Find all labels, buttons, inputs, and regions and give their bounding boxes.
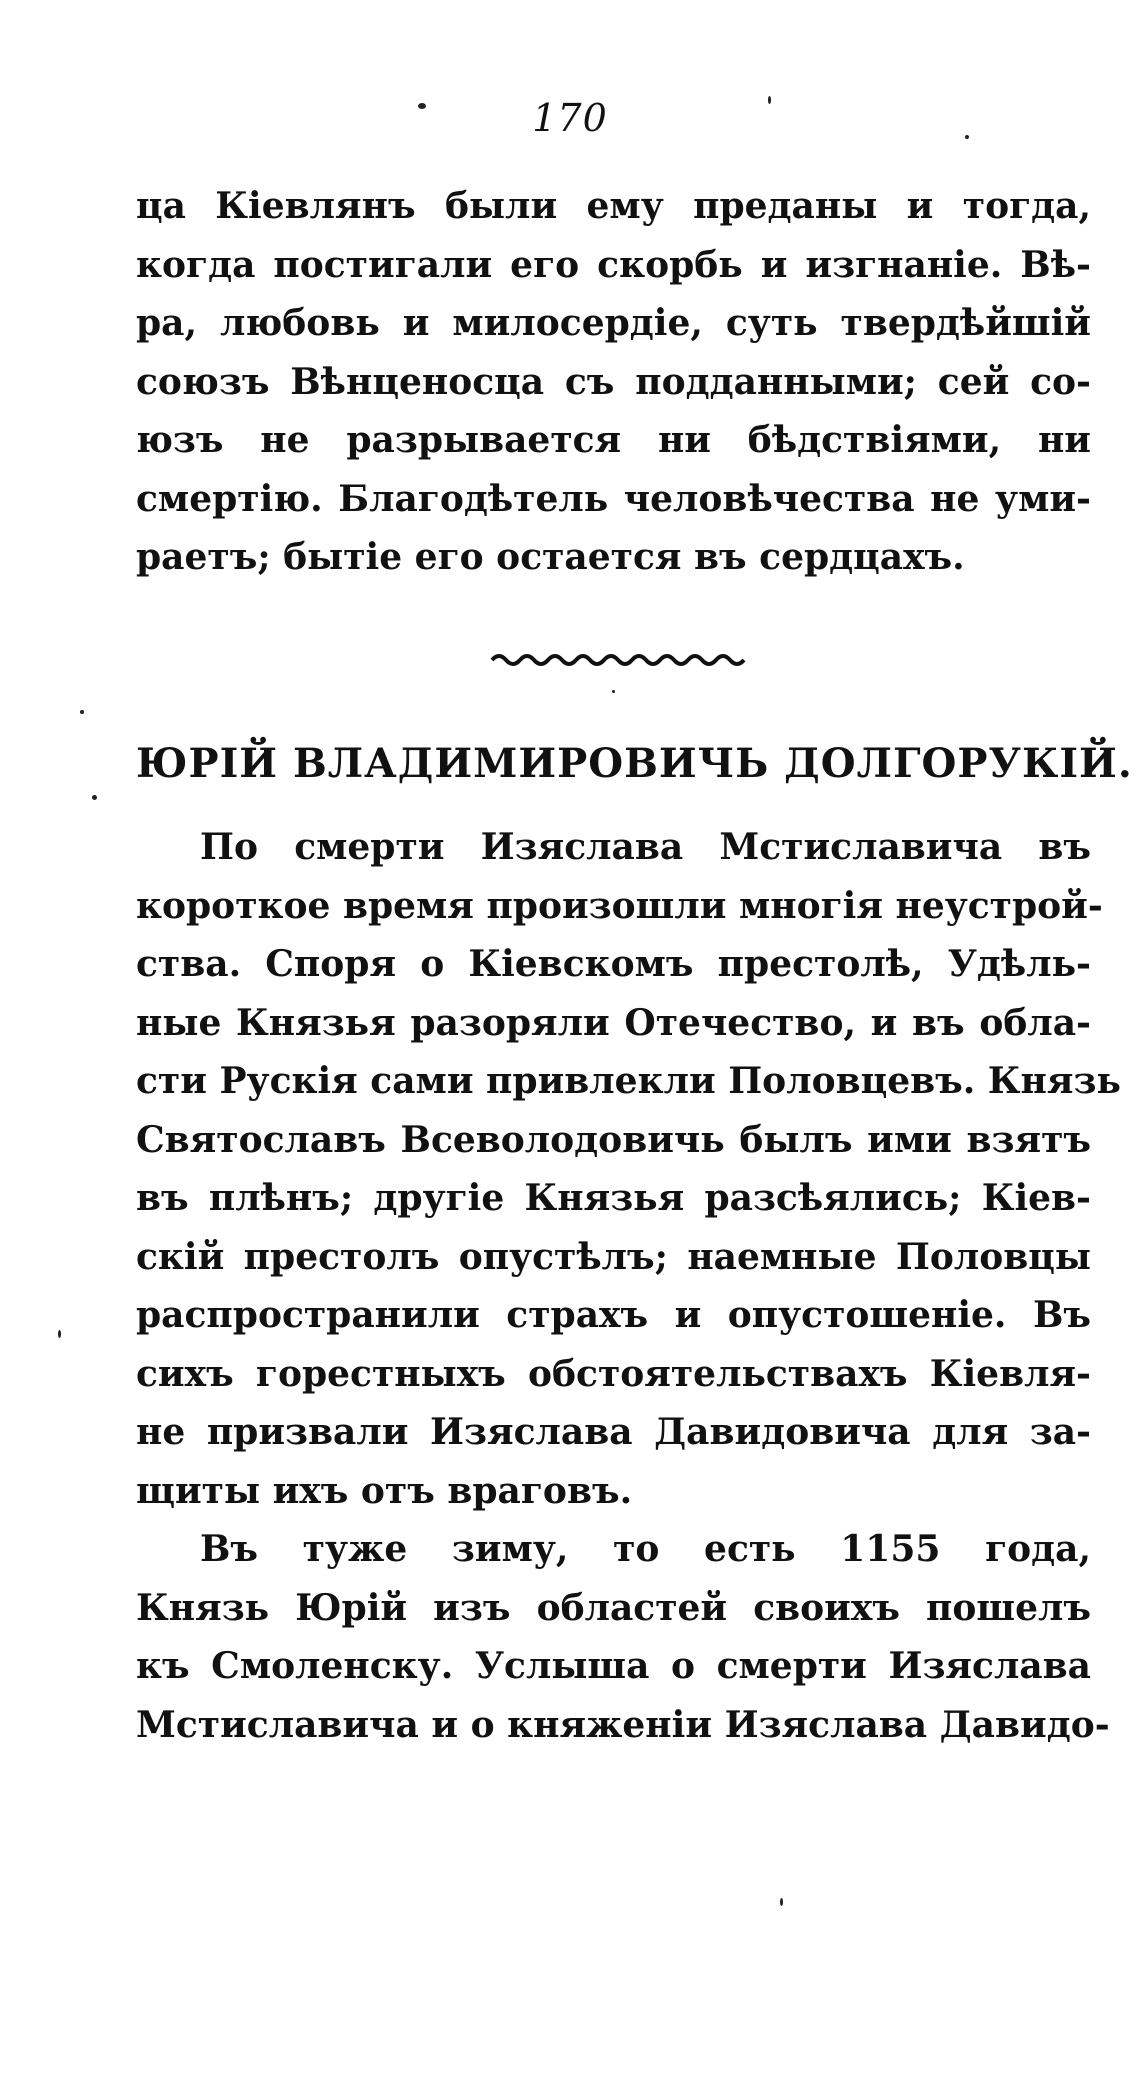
ink-speck (780, 1898, 783, 1906)
ink-speck (418, 103, 426, 109)
chapter-heading: ЮРІЙ ВЛАДИМИРОВИЧЬ ДОЛГОРУКІЙ. (136, 740, 1133, 787)
ink-speck (965, 135, 969, 139)
text-line: Князь Юрій изъ областей своихъ пошелъ (136, 1586, 1091, 1629)
text-line: короткое время произошли многія неустрой- (136, 884, 1103, 927)
paragraph-one (136, 177, 1091, 587)
text-line: ра, любовь и милосердіе, суть твердѣйшій (136, 302, 1091, 344)
ink-speck (612, 690, 615, 693)
text-line: Святославъ Всеволодовичь былъ ими взятъ (136, 1118, 1091, 1161)
text-line: юзъ не разрывается ни бѣдствіями, ни (136, 419, 1091, 461)
ink-speck (80, 710, 84, 714)
ink-speck (58, 1330, 61, 1338)
page-number: 170 (532, 96, 608, 140)
text-line: смертію. Благодѣтель человѣчества не уми- (136, 477, 1091, 520)
text-line: Мстиславича и о княженіи Изяслава Давидо- (136, 1703, 1110, 1746)
ink-speck (768, 96, 771, 104)
text-line: Въ туже зиму, то есть 1155 года, (200, 1528, 1091, 1570)
text-line: скій престолъ опустѣлъ; наемные Половцы (136, 1235, 1091, 1278)
text-line: ные Князья разоряли Отечество, и въ обла- (136, 1001, 1091, 1044)
text-line: ства. Споря о Кіевскомъ престолѣ, Удѣль- (136, 943, 1091, 985)
text-line: щиты ихъ отъ враговъ. (136, 1469, 633, 1512)
text-line: распространили страхъ и опустошеніе. Въ (136, 1294, 1091, 1336)
text-line: сти Рускія сами привлекли Половцевъ. Князь (136, 1060, 1121, 1102)
text-line: не призвали Изяслава Давидовича для за- (136, 1411, 1091, 1453)
text-line: По смерти Изяслава Мстиславича въ (200, 826, 1091, 868)
text-line: ца Кіевлянъ были ему преданы и тогда, (136, 185, 1091, 227)
wavy-rule-ornament-icon (488, 650, 748, 670)
ink-speck (92, 795, 97, 800)
text-line: сихъ горестныхъ обстоятельствахъ Кіевля- (136, 1352, 1091, 1395)
text-line: когда постигали его скорбь и изгнаніе. Вѣ- (136, 243, 1091, 286)
text-line: въ плѣнъ; другіе Князья разсѣялись; Кіев- (136, 1177, 1091, 1219)
text-line: раетъ; бытіе его остается въ сердцахъ. (136, 536, 965, 578)
text-line: союзъ Вѣнценосца съ подданными; сей со- (136, 360, 1091, 403)
paragraph-two (136, 818, 1121, 1754)
text-line: къ Смоленску. Услыша о смерти Изяслава (136, 1645, 1091, 1687)
